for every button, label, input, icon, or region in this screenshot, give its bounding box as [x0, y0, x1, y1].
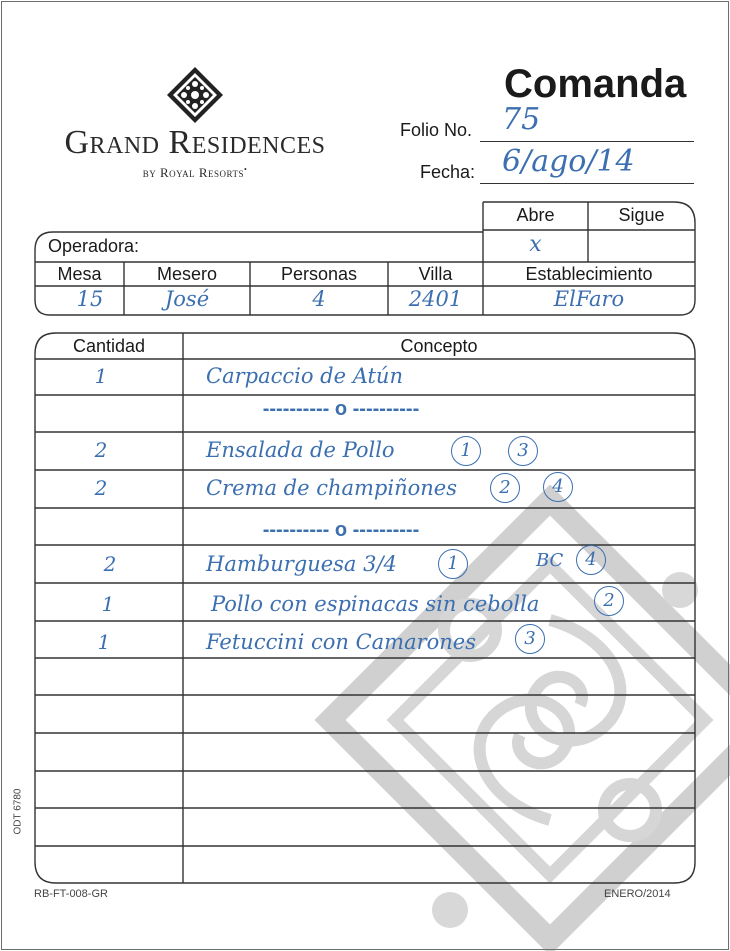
personas-value[interactable]: 4 — [312, 287, 326, 311]
personas-header: Personas — [280, 264, 358, 284]
extra-note: BC — [536, 550, 564, 571]
operadora-label: Operadora: — [48, 236, 140, 256]
date-code: ENERO/2014 — [604, 888, 671, 900]
mesero-value[interactable]: José — [164, 287, 210, 311]
fecha-label: Fecha: — [420, 162, 476, 182]
side-code: ODT 6780 — [12, 788, 24, 835]
row-concept[interactable]: Ensalada de Pollo — [206, 438, 395, 462]
row-qty[interactable]: 1 — [101, 592, 115, 616]
row-qty[interactable]: 2 — [103, 552, 117, 576]
row-separator: ---------- o ---------- — [262, 519, 420, 541]
folio-value[interactable]: 75 — [502, 102, 541, 137]
seat-mark: 4 — [576, 545, 606, 575]
row-concept[interactable]: Fetuccini con Camarones — [206, 630, 477, 654]
establecimiento-value[interactable]: ElFaro — [553, 287, 625, 311]
row-qty[interactable]: 1 — [97, 630, 111, 654]
establecimiento-header: Establecimiento — [525, 264, 653, 284]
seat-mark: 3 — [515, 624, 545, 654]
seat-mark: 1 — [451, 436, 481, 466]
concepto-header: Concepto — [400, 336, 478, 356]
logo-tagline: by Royal Resorts• — [142, 165, 248, 180]
row-qty[interactable]: 2 — [94, 476, 108, 500]
seat-mark: 2 — [594, 586, 624, 616]
row-qty[interactable]: 2 — [94, 438, 108, 462]
logo-wordmark: Grand Residences — [64, 124, 326, 161]
mesero-header: Mesero — [156, 264, 218, 284]
row-concept[interactable]: Carpaccio de Atún — [206, 364, 403, 388]
abre-value[interactable]: x — [529, 232, 542, 257]
seat-mark: 4 — [543, 472, 573, 502]
row-concept[interactable]: Pollo con espinacas sin cebolla — [211, 592, 540, 616]
seat-mark: 3 — [508, 436, 538, 466]
villa-header: Villa — [418, 264, 453, 284]
mesa-value[interactable]: 15 — [76, 287, 104, 311]
row-qty[interactable]: 1 — [94, 364, 108, 388]
row-concept[interactable]: Hamburguesa 3/4 — [206, 552, 397, 576]
fecha-value[interactable]: 6/ago/14 — [502, 144, 635, 179]
form-title: Comanda — [504, 62, 687, 106]
mesa-header: Mesa — [57, 264, 102, 284]
sigue-label: Sigue — [618, 205, 665, 225]
cantidad-header: Cantidad — [72, 336, 146, 356]
row-concept[interactable]: Crema de champiñones — [206, 476, 457, 500]
abre-label: Abre — [516, 205, 555, 225]
seat-mark: 2 — [490, 473, 520, 503]
row-separator: ---------- o ---------- — [262, 398, 420, 420]
folio-label: Folio No. — [400, 120, 473, 140]
seat-mark: 1 — [438, 549, 468, 579]
form-code: RB-FT-008-GR — [34, 888, 108, 900]
villa-value[interactable]: 2401 — [408, 287, 463, 311]
